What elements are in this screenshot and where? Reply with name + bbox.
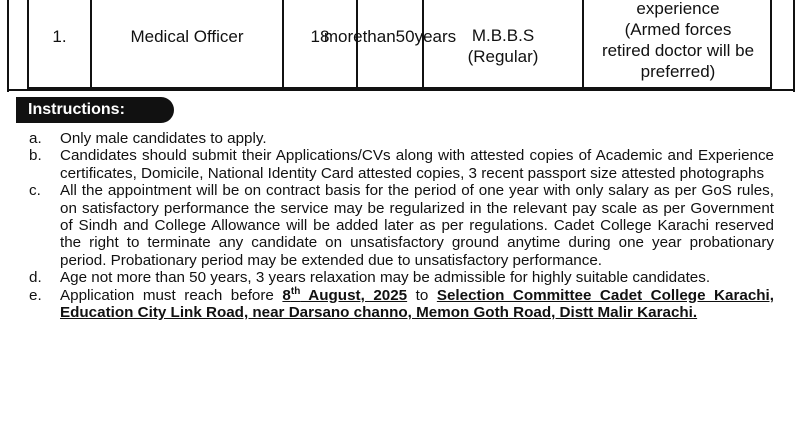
instruction-item-d — [26, 269, 774, 286]
mailing-address: Selection Committee Cadet College Karachi, Education City Link Road, near Darsano channo, Memon Goth Road, Distt Malir Karachi. — [60, 286, 774, 322]
instruction-item-c — [26, 182, 774, 269]
deadline-day: 8 — [282, 286, 291, 304]
cell-qualification — [424, 0, 584, 87]
cell-seats: 18 — [284, 0, 358, 87]
item-marker: c. — [29, 182, 41, 200]
age-line: 50 — [395, 27, 415, 46]
instructions-list — [26, 130, 774, 321]
experience-line: experience — [636, 0, 720, 18]
experience-line: retired doctor will be — [601, 40, 755, 60]
experience-line: (Armed forces — [624, 19, 732, 39]
age-line: than — [362, 27, 396, 46]
instructions-heading: Instructions: — [16, 97, 174, 123]
item-text: Candidates should submit their Applications/CVs along with attested copies of Academic and Experience certificates, Domicile, National Identity Card attested copies, 3 recent passport size attested photographs — [60, 147, 774, 182]
cell-age-limit — [323, 0, 457, 87]
section-divider — [7, 89, 795, 91]
table-row — [27, 0, 772, 89]
item-text: All the appointment will be on contract basis for the period of one year with only salary as per GoS rules, on satisfactory performance the service may be regularized in the relevant pay scale as per Government of Sindh and College Allowance will be added later as per regulations. Cadet College Karachi reserved the right to terminate any candidate on unsatisfactory ground anytime during one year probationary period. Probationary period may be extended due to unsatisfactory performance. — [60, 182, 774, 269]
item-marker: e. — [29, 286, 42, 304]
age-line: years — [414, 27, 457, 46]
qualification-line: (Regular) — [467, 46, 539, 66]
page-frame-left — [7, 0, 9, 92]
cell-serial-number: 1. — [29, 0, 92, 87]
item-text-mid: to — [407, 286, 437, 304]
deadline-date — [282, 287, 407, 304]
item-marker: a. — [29, 130, 42, 147]
item-marker: b. — [29, 147, 42, 165]
item-text-prefix: Application must reach before — [60, 286, 283, 304]
instruction-item-e — [26, 287, 774, 322]
experience-line: preferred) — [640, 61, 716, 81]
item-text: Age not more than 50 years, 3 years relaxation may be admissible for highly suitable candidates. — [60, 269, 711, 287]
qualification-line: M.B.B.S — [471, 25, 535, 45]
deadline-month-year: August, 2025 — [300, 286, 408, 304]
instruction-item-b — [26, 147, 774, 182]
page-frame-right — [793, 0, 795, 92]
cell-experience — [584, 0, 772, 87]
item-text — [60, 287, 774, 322]
deadline-day-suffix: th — [290, 285, 301, 297]
job-table — [0, 0, 800, 89]
age-line: more — [323, 27, 363, 46]
instruction-item-a — [26, 130, 774, 147]
cell-post-name: Medical Officer — [92, 0, 284, 87]
item-marker: d. — [29, 269, 42, 287]
item-text: Only male candidates to apply. — [60, 130, 267, 147]
